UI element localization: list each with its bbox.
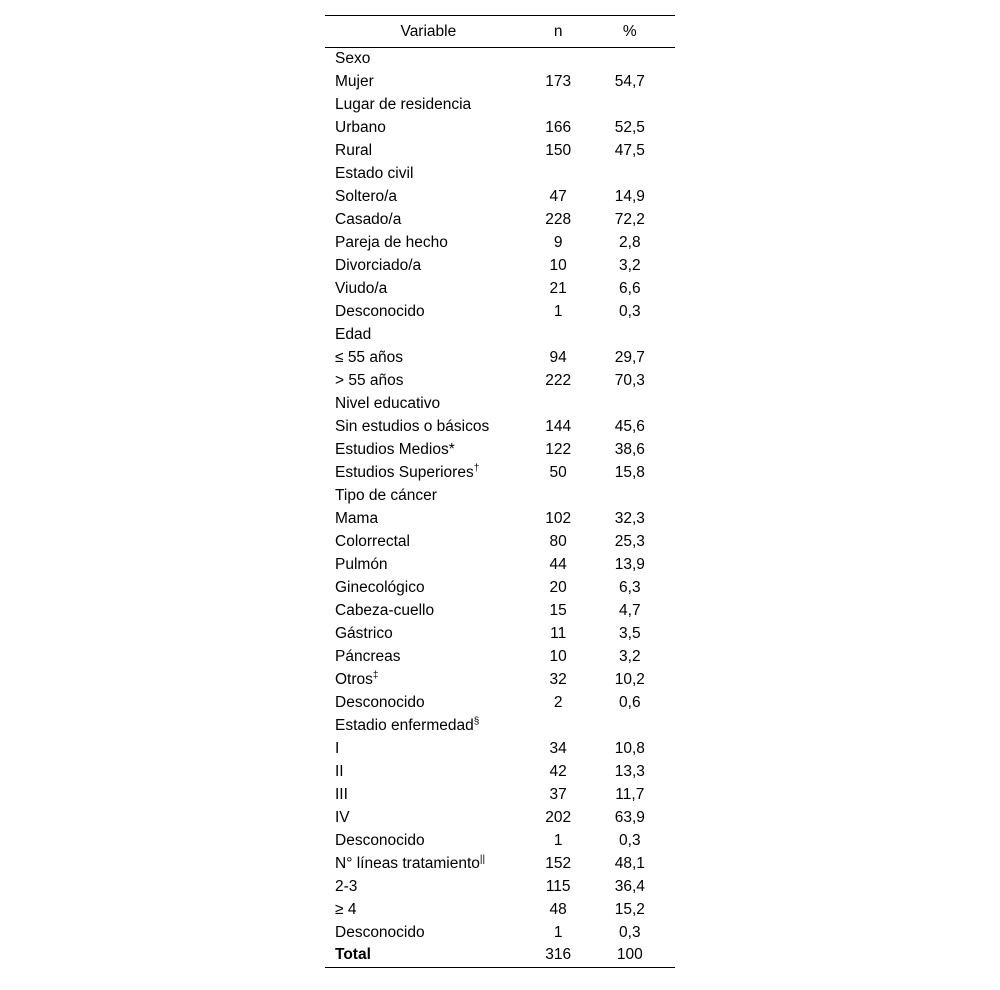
variable-label: Soltero/a [335, 188, 398, 205]
cell-pct [585, 485, 675, 508]
variable-label: Desconocido [335, 694, 425, 711]
cell-pct [585, 94, 675, 117]
cell-pct: 0,3 [619, 303, 641, 320]
header-n: n [532, 16, 585, 48]
table-row [325, 508, 675, 531]
cell-variable [325, 945, 532, 968]
variable-label: Colorrectal [335, 533, 410, 550]
cell-pct: 3,2 [619, 257, 641, 274]
table-row [325, 761, 675, 784]
variable-label: ≥ 4 [335, 901, 357, 918]
cell-n: 150 [545, 142, 572, 159]
cell-n: 202 [545, 809, 572, 826]
cell-n: 80 [549, 533, 567, 550]
cell-pct: 45,6 [614, 418, 645, 435]
variable-label: Páncreas [335, 648, 401, 665]
footnote-marker: || [479, 853, 486, 865]
cell-variable [325, 738, 532, 761]
cell-pct: 11,7 [615, 786, 645, 803]
cell-pct: 72,2 [614, 211, 645, 228]
variable-label: Desconocido [335, 303, 425, 320]
variable-label: Lugar de residencia [335, 96, 472, 113]
cell-variable [325, 416, 532, 439]
cell-n [532, 163, 585, 186]
cell-n: 11 [550, 625, 567, 642]
cell-pct: 100 [585, 945, 675, 968]
variable-label: Pulmón [335, 556, 388, 573]
table-row [325, 117, 675, 140]
variable-label: Total [335, 945, 371, 963]
cell-pct: 54,7 [614, 73, 645, 90]
cell-variable [325, 255, 532, 278]
cell-pct [585, 715, 675, 738]
table-row [325, 209, 675, 232]
variable-label: I [335, 740, 340, 757]
cell-n: 2 [553, 694, 563, 711]
cell-n: 15 [549, 602, 567, 619]
cell-variable [325, 922, 532, 945]
table-row [325, 646, 675, 669]
table-row [325, 600, 675, 623]
cell-n [532, 393, 585, 416]
table-row [325, 899, 675, 922]
cell-pct: 0,3 [619, 924, 641, 941]
variable-label: IV [335, 809, 350, 826]
cell-pct [585, 163, 675, 186]
cell-variable [325, 669, 532, 692]
cell-n: 32 [549, 671, 567, 688]
cell-variable [325, 186, 532, 209]
variable-label: Otros [335, 671, 373, 688]
cell-n: 48 [549, 901, 567, 918]
table-row [325, 922, 675, 945]
header-row [325, 16, 675, 48]
table-row [325, 71, 675, 94]
cell-variable [325, 646, 532, 669]
variable-label: Rural [335, 142, 373, 159]
table-row [325, 531, 675, 554]
cell-n [532, 324, 585, 347]
cell-variable [325, 876, 532, 899]
cell-n: 316 [532, 945, 585, 968]
cell-pct: 47,5 [614, 142, 645, 159]
cell-n [532, 715, 585, 738]
variable-label: Ginecológico [335, 579, 425, 596]
variable-label: 2-3 [335, 878, 358, 895]
cell-variable [325, 94, 532, 117]
table-row [325, 715, 675, 738]
cell-pct: 2,8 [619, 234, 641, 251]
cell-variable [325, 117, 532, 140]
table-row [325, 439, 675, 462]
variable-label: Sexo [335, 50, 371, 68]
cell-variable [325, 853, 532, 876]
cell-variable [325, 623, 532, 646]
table-row [325, 853, 675, 876]
cell-pct: 14,9 [614, 188, 645, 205]
cell-n: 10 [549, 257, 567, 274]
variable-label: > 55 años [335, 372, 404, 389]
variable-label: ≤ 55 años [335, 349, 403, 366]
variable-label: Urbano [335, 119, 386, 136]
table-row [325, 577, 675, 600]
cell-pct [585, 48, 675, 71]
cell-pct: 48,1 [614, 855, 645, 872]
cell-variable [325, 278, 532, 301]
variable-label: Edad [335, 326, 372, 343]
cell-n: 166 [545, 119, 572, 136]
variable-label: Desconocido [335, 832, 425, 849]
cell-variable [325, 899, 532, 922]
variable-label: Estudios Medios* [335, 441, 455, 458]
table-row [325, 255, 675, 278]
cell-pct: 52,5 [614, 119, 645, 136]
cell-pct: 6,3 [619, 579, 641, 596]
variable-label: Mujer [335, 73, 374, 90]
cell-pct: 29,7 [614, 349, 645, 366]
cell-variable [325, 715, 532, 738]
cell-variable [325, 393, 532, 416]
table-row [325, 830, 675, 853]
cell-n: 1 [553, 832, 563, 849]
table-row [325, 48, 675, 71]
table-container [325, 15, 675, 968]
table-row [325, 324, 675, 347]
cell-n: 9 [553, 234, 563, 251]
cell-pct: 0,3 [619, 832, 641, 849]
table-row [325, 669, 675, 692]
cell-n: 152 [545, 855, 572, 872]
cell-variable [325, 140, 532, 163]
cell-variable [325, 830, 532, 853]
cell-n: 94 [549, 349, 567, 366]
footnote-marker: § [473, 715, 480, 727]
table-row [325, 692, 675, 715]
cell-n: 122 [545, 441, 572, 458]
cell-n: 144 [545, 418, 572, 435]
variable-label: Desconocido [335, 924, 425, 941]
cell-variable [325, 324, 532, 347]
cell-pct: 3,5 [619, 625, 641, 642]
table-row [325, 738, 675, 761]
variable-label: Estado civil [335, 165, 414, 182]
cell-pct [585, 393, 675, 416]
data-table [325, 15, 675, 968]
cell-pct: 15,8 [614, 464, 645, 481]
cell-pct: 6,6 [619, 280, 641, 297]
variable-label: Estadio enfermedad [335, 717, 474, 734]
cell-variable [325, 600, 532, 623]
cell-n: 47 [549, 188, 567, 205]
cell-pct: 0,6 [619, 694, 641, 711]
cell-variable [325, 485, 532, 508]
cell-n: 34 [549, 740, 567, 757]
cell-pct: 4,7 [619, 602, 641, 619]
cell-variable [325, 577, 532, 600]
cell-pct: 10,2 [614, 671, 645, 688]
cell-pct: 3,2 [619, 648, 641, 665]
cell-variable [325, 301, 532, 324]
footnote-marker: † [473, 462, 480, 474]
cell-n: 228 [545, 211, 572, 228]
variable-label: Casado/a [335, 211, 402, 228]
cell-pct: 10,8 [614, 740, 645, 757]
cell-n: 50 [549, 464, 567, 481]
cell-n [532, 94, 585, 117]
table-row [325, 876, 675, 899]
cell-pct: 63,9 [614, 809, 645, 826]
cell-variable [325, 163, 532, 186]
cell-variable [325, 807, 532, 830]
cell-pct: 15,2 [614, 901, 645, 918]
cell-n: 44 [549, 556, 567, 573]
cell-variable [325, 531, 532, 554]
table-row [325, 462, 675, 485]
table-row [325, 784, 675, 807]
table-row [325, 94, 675, 117]
cell-pct: 70,3 [614, 372, 645, 389]
header-pct: % [585, 16, 675, 48]
cell-variable [325, 48, 532, 71]
cell-variable [325, 370, 532, 393]
table-row [325, 945, 675, 968]
cell-variable [325, 761, 532, 784]
variable-label: Estudios Superiores [335, 464, 474, 481]
table-row [325, 301, 675, 324]
table-row [325, 347, 675, 370]
cell-variable [325, 462, 532, 485]
cell-pct: 36,4 [614, 878, 645, 895]
table-row [325, 140, 675, 163]
cell-pct [585, 324, 675, 347]
cell-n: 173 [545, 73, 572, 90]
cell-n: 102 [545, 510, 572, 527]
table-row [325, 232, 675, 255]
cell-variable [325, 209, 532, 232]
table-row [325, 807, 675, 830]
cell-variable [325, 71, 532, 94]
table-row [325, 393, 675, 416]
variable-label: Mama [335, 510, 379, 527]
table-row [325, 554, 675, 577]
header-variable: Variable [325, 16, 532, 48]
variable-label: Tipo de cáncer [335, 487, 437, 504]
cell-n [532, 48, 585, 71]
cell-n [532, 485, 585, 508]
variable-label: Pareja de hecho [335, 234, 448, 251]
cell-variable [325, 784, 532, 807]
cell-n: 1 [553, 924, 563, 941]
variable-label: Divorciado/a [335, 257, 422, 274]
cell-n: 37 [549, 786, 567, 803]
cell-n: 10 [549, 648, 567, 665]
cell-variable [325, 692, 532, 715]
cell-pct: 25,3 [614, 533, 645, 550]
table-row [325, 485, 675, 508]
cell-pct: 13,9 [614, 556, 645, 573]
variable-label: Gástrico [335, 625, 393, 642]
table-row [325, 278, 675, 301]
variable-label: N° líneas tratamiento [335, 855, 480, 872]
cell-pct: 38,6 [614, 441, 645, 458]
variable-label: III [335, 786, 348, 803]
table-row [325, 186, 675, 209]
cell-n: 42 [549, 763, 567, 780]
table-row [325, 163, 675, 186]
cell-variable [325, 554, 532, 577]
cell-n: 115 [545, 878, 571, 895]
variable-label: Viudo/a [335, 280, 388, 297]
cell-n: 21 [549, 280, 567, 297]
variable-label: Cabeza-cuello [335, 602, 435, 619]
cell-variable [325, 508, 532, 531]
cell-variable [325, 347, 532, 370]
table-row [325, 623, 675, 646]
footnote-marker: ‡ [372, 669, 379, 681]
cell-variable [325, 439, 532, 462]
table-body [325, 48, 675, 968]
cell-n: 1 [553, 303, 563, 320]
variable-label: II [335, 763, 344, 780]
cell-pct: 13,3 [614, 763, 645, 780]
variable-label: Sin estudios o básicos [335, 418, 490, 435]
table-row [325, 370, 675, 393]
cell-pct: 32,3 [614, 510, 645, 527]
variable-label: Nivel educativo [335, 395, 441, 412]
cell-n: 20 [549, 579, 567, 596]
cell-variable [325, 232, 532, 255]
cell-n: 222 [545, 372, 572, 389]
table-row [325, 416, 675, 439]
